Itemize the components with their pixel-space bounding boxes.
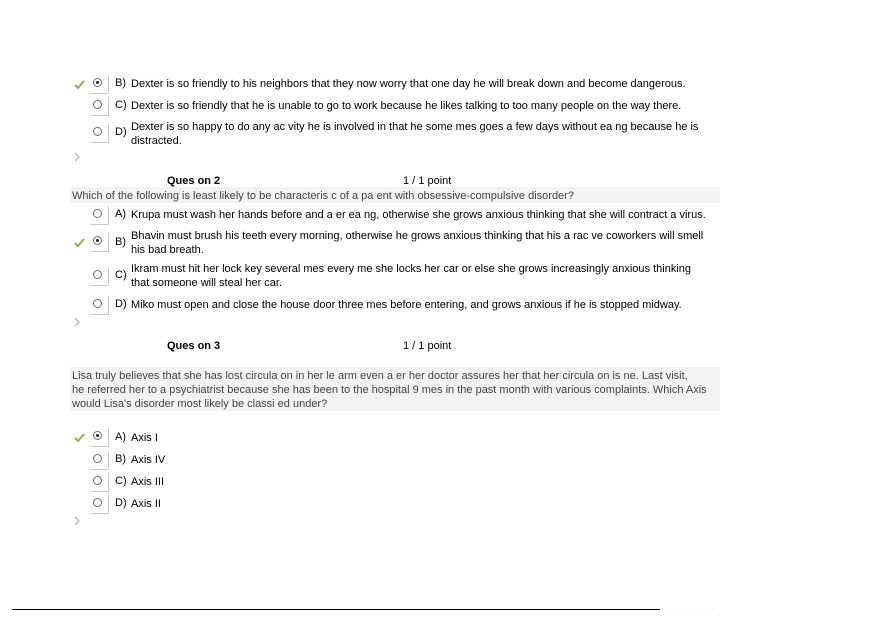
question-prompt-line: Lisa truly believes that she has lost circula on in her le arm even a er her doctor assures her that her circula on is ne. Last visit, [72, 370, 688, 382]
radio-q1-c[interactable] [90, 97, 110, 117]
option-text: distracted. [131, 135, 182, 147]
radio-q3-a[interactable] [90, 428, 110, 448]
question-title: Ques on 3 [167, 340, 221, 352]
option-text: that someone will steal her car. [131, 277, 283, 289]
option-text: Axis II [131, 498, 161, 510]
radio-q2-c[interactable] [90, 267, 110, 287]
question-prompt-line: would Lisa's disorder most likely be classi ed under? [72, 398, 328, 410]
chevron-right-icon[interactable] [73, 516, 81, 526]
radio-q2-d[interactable] [90, 296, 110, 316]
option-letter: C) [115, 475, 127, 487]
option-letter: C) [115, 269, 127, 281]
option-text: Bhavin must brush his teeth every morning, otherwise he grows anxious thinking that his a rac ve coworkers will smell [131, 230, 704, 242]
option-text: Krupa must wash her hands before and a er ea ng, otherwise she grows anxious thinking that she will contract a virus. [131, 209, 706, 221]
radio-q3-b[interactable] [90, 451, 110, 471]
question-points: 1 / 1 point [403, 340, 452, 352]
radio-q1-b[interactable] [90, 75, 110, 95]
option-text: Dexter is so friendly to his neighbors that they now worry that one day he will break down and become dangerous. [131, 78, 686, 90]
radio-q2-b[interactable] [90, 233, 110, 253]
option-letter: D) [115, 126, 127, 138]
option-letter: B) [115, 77, 126, 89]
option-letter: D) [115, 298, 127, 310]
option-letter: D) [115, 497, 127, 509]
option-letter: B) [115, 453, 126, 465]
question-points: 1 / 1 point [403, 175, 452, 187]
option-text: his bad breath. [131, 244, 204, 256]
option-text: Dexter is so friendly that he is unable to go to work because he likes talking to too many people on the way there. [131, 100, 682, 112]
option-text: Axis IV [131, 454, 166, 466]
checkmark-icon [74, 80, 85, 89]
radio-q1-d[interactable] [90, 124, 110, 144]
question-title: Ques on 2 [167, 175, 221, 187]
option-text: Axis III [131, 476, 165, 488]
footer-divider [12, 609, 660, 610]
option-letter: A) [115, 431, 126, 443]
footer-decoration: · · · · · · · · [662, 606, 716, 612]
option-letter: A) [115, 208, 126, 220]
radio-q3-d[interactable] [90, 495, 110, 515]
option-letter: B) [115, 236, 126, 248]
option-text: Axis I [131, 432, 158, 444]
chevron-right-icon[interactable] [73, 317, 81, 327]
option-text: Miko must open and close the house door three mes before entering, and grows anxious if he is stopped midway. [131, 299, 682, 311]
option-text: Dexter is so happy to do any ac vity he is involved in that he some mes goes a few days without ea ng because he is [131, 121, 699, 133]
checkmark-icon [74, 433, 85, 442]
question-prompt: Which of the following is least likely to be characteris c of a pa ent with obsessive-compulsive disorder? [72, 190, 574, 202]
radio-q3-c[interactable] [90, 473, 110, 493]
radio-q2-a[interactable] [90, 206, 110, 226]
option-text: Ikram must hit her lock key several mes every me she locks her car or else she grows increasingly anxious thinking [131, 263, 692, 275]
chevron-right-icon[interactable] [73, 152, 81, 162]
question-prompt-line: he referred her to a psychiatrist because she has been to the hospital 9 mes in the past month with various complaints. Which Axis [72, 384, 707, 396]
option-letter: C) [115, 99, 127, 111]
checkmark-icon [74, 238, 85, 247]
